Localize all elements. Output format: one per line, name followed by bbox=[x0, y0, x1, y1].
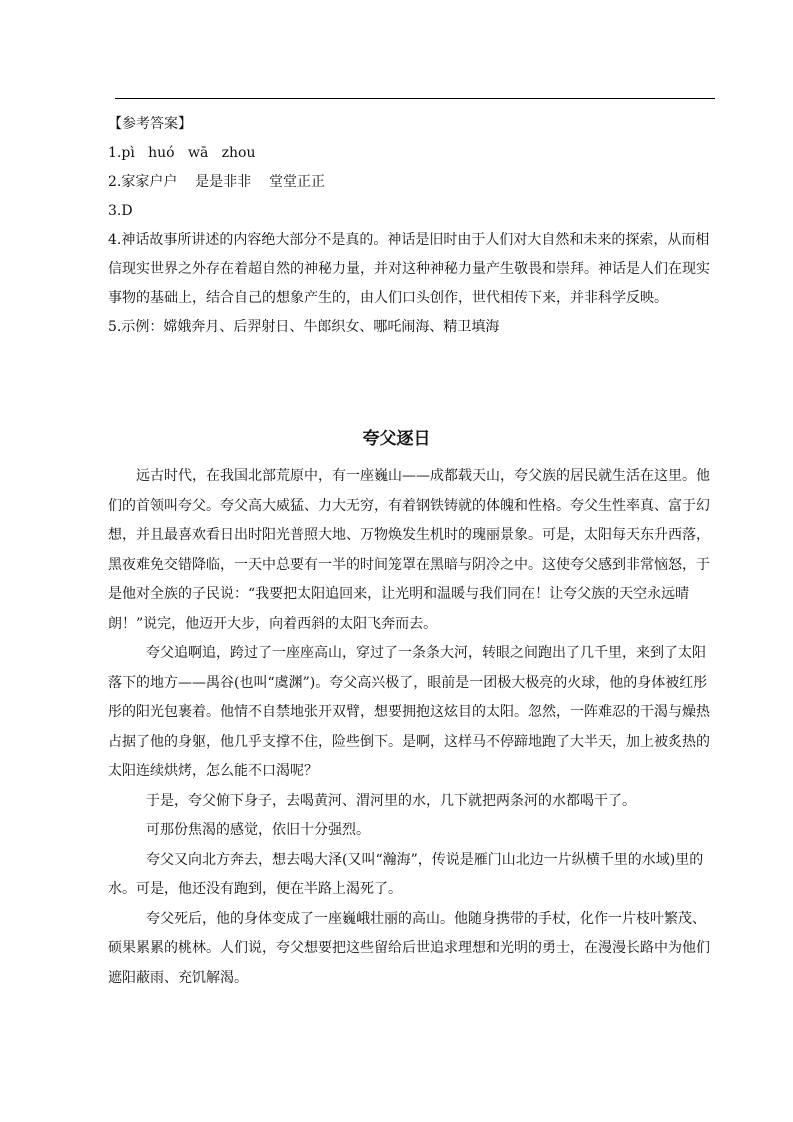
story-paragraph-1: 远古时代，在我国北部荒原中，有一座巍山——成都载天山，夸父族的居民就生活在这里。他们的首领叫夸父。夸父高大威猛、力大无穷，有着钢铁铸就的体魄和性格。夸父生性率真、富于幻想，并且最喜欢看日出时阳光普照大地、万物焕发生机时的瑰丽景象。可是，太阳每天东升西落，黑夜难免交错降临，一天中总要有一半的时间笼罩在黑暗与阴冷之中。这使夸父感到非常恼怒，于是他对全族的子民说：“我要把太阳追回来，让光明和温暖与我们同在！让夸父族的天空永远晴朗！”说完，他迈开大步，向着西斜的太阳飞奔而去。 bbox=[108, 468, 710, 632]
story-paragraph-4: 可那份焦渴的感觉，依旧十分强烈。 bbox=[146, 822, 370, 838]
answer-item-2: 2.家家户户 是是非非 堂堂正正 bbox=[108, 174, 325, 190]
answer-item-1: 1.pì huó wā zhou bbox=[108, 145, 256, 161]
story-title: 夸父逐日 bbox=[362, 429, 431, 449]
answer-item-5: 5.示例：嫦娥奔月、后羿射日、牛郎织女、哪吒闹海、精卫填海 bbox=[108, 319, 500, 335]
top-divider-line bbox=[115, 98, 715, 99]
answers-heading: 【参考答案】 bbox=[108, 116, 192, 132]
answer-item-4: 4.神话故事所讲述的内容绝大部分不是真的。神话是旧时由于人们对大自然和未来的探索，从而相信现实世界之外存在着超自然的神秘力量，并对这种神秘力量产生敬畏和崇拜。神话是人们在现实事物的基础上，结合自己的想象产生的，由人们口头创作，世代相传下来，并非科学反映。 bbox=[108, 232, 710, 306]
answer-item-3: 3.D bbox=[108, 203, 133, 219]
story-paragraph-5: 夸父又向北方奔去，想去喝大泽(又叫“瀚海”，传说是雁门山北边一片纵横千里的水域)里的水。可是，他还没有跑到，便在半路上渴死了。 bbox=[108, 851, 704, 897]
story-body bbox=[108, 462, 718, 993]
story-paragraph-2: 夸父追啊追，跨过了一座座高山，穿过了一条条大河，转眼之间跑出了几千里，来到了太阳落下的地方——禺谷(也叫“虞渊”)。夸父高兴极了，眼前是一团极大极亮的火球，他的身体被红彤彤的阳光包裹着。他情不自禁地张开双臂，想要拥抱这炫目的太阳。忽然，一阵难忍的干渴与燥热占据了他的身躯，他几乎支撑不住，险些倒下。是啊，这样马不停蹄地跑了大半天，加上被炙热的太阳连续烘烤，怎么能不口渴呢？ bbox=[108, 645, 710, 779]
reference-answers-section bbox=[108, 110, 718, 342]
story-paragraph-3: 于是，夸父俯下身子，去喝黄河、渭河里的水，几下就把两条河的水都喝干了。 bbox=[146, 792, 636, 809]
story-paragraph-6: 夸父死后，他的身体变成了一座巍峨壮丽的高山。他随身携带的手杖，化作一片枝叶繁茂、硕果累累的桃林。人们说，夸父想要把这些留给后世追求理想和光明的勇士，在漫漫长路中为他们遮阳蔽雨、充饥解渴。 bbox=[108, 910, 710, 986]
